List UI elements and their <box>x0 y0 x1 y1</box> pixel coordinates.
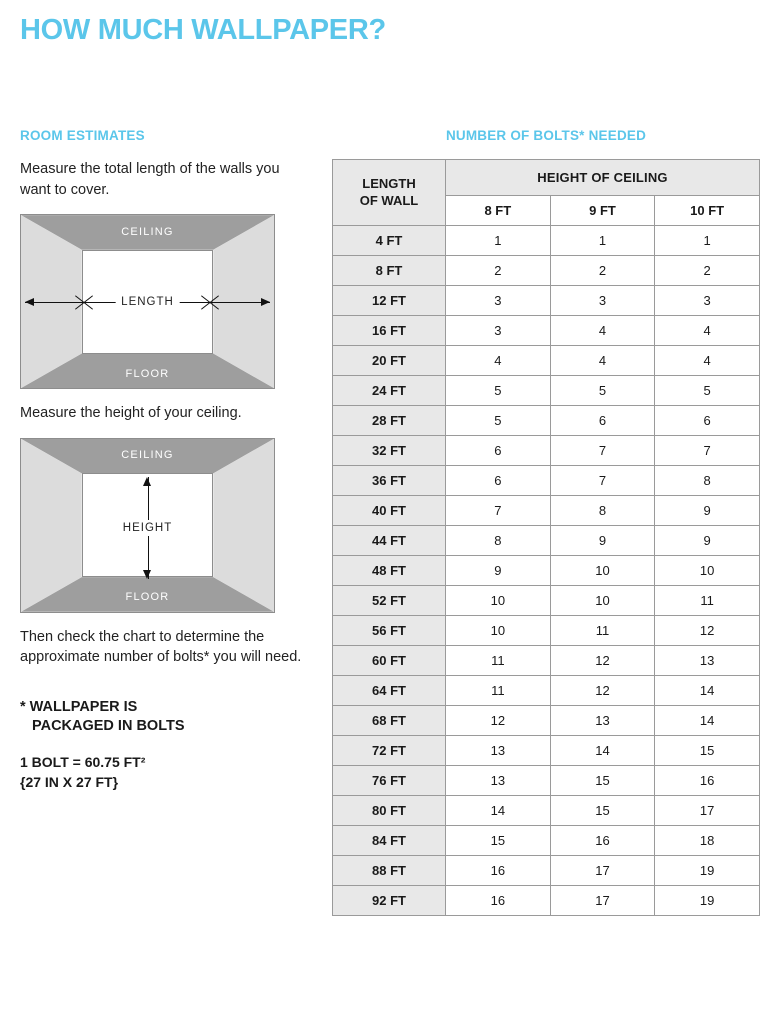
bolts-count-cell: 13 <box>655 646 760 676</box>
bolts-count-cell: 8 <box>446 526 551 556</box>
bolts-count-cell: 10 <box>550 586 655 616</box>
height-label: HEIGHT <box>117 520 178 536</box>
ceiling-label: CEILING <box>121 449 174 462</box>
table-header-row-1 <box>333 160 760 196</box>
wall-length-cell: 88 FT <box>333 856 446 886</box>
wall-length-cell: 28 FT <box>333 406 446 436</box>
bolts-count-cell: 4 <box>446 346 551 376</box>
bolts-count-cell: 19 <box>655 856 760 886</box>
length-header-line-1: LENGTH <box>362 176 416 192</box>
instruction-paragraph-3: Then check the chart to determine the approximate number of bolts* you will need. <box>20 628 302 666</box>
bolts-count-cell: 11 <box>550 616 655 646</box>
bolts-count-cell: 6 <box>655 406 760 436</box>
wall-length-cell: 44 FT <box>333 526 446 556</box>
bolts-count-cell: 8 <box>550 496 655 526</box>
bolts-count-cell: 5 <box>655 376 760 406</box>
bolts-count-cell: 13 <box>446 736 551 766</box>
wall-length-cell: 48 FT <box>333 556 446 586</box>
table-row <box>333 676 760 706</box>
bolts-count-cell: 17 <box>550 856 655 886</box>
wall-length-cell: 72 FT <box>333 736 446 766</box>
table-row <box>333 556 760 586</box>
table-row <box>333 256 760 286</box>
wall-length-cell: 84 FT <box>333 826 446 856</box>
bolts-count-cell: 2 <box>550 256 655 286</box>
bolts-count-cell: 19 <box>655 886 760 916</box>
bolts-count-cell: 2 <box>655 256 760 286</box>
bolts-count-cell: 12 <box>655 616 760 646</box>
table-row <box>333 376 760 406</box>
bolts-count-cell: 11 <box>446 676 551 706</box>
table-row <box>333 886 760 916</box>
instruction-paragraph-1: Measure the total length of the walls you want to cover. <box>20 161 280 198</box>
table-row <box>333 436 760 466</box>
table-row <box>333 466 760 496</box>
wall-length-cell: 56 FT <box>333 616 446 646</box>
bolts-count-cell: 3 <box>655 286 760 316</box>
bolts-count-cell: 10 <box>446 586 551 616</box>
bolts-table-heading: NUMBER OF BOLTS* NEEDED <box>445 128 647 143</box>
bolt-size-note <box>20 753 310 792</box>
bolts-count-cell: 11 <box>446 646 551 676</box>
wall-length-cell: 92 FT <box>333 886 446 916</box>
table-row <box>333 736 760 766</box>
bolts-count-cell: 2 <box>446 256 551 286</box>
wall-length-cell: 52 FT <box>333 586 446 616</box>
bolts-count-cell: 3 <box>446 316 551 346</box>
bolts-count-cell: 10 <box>446 616 551 646</box>
table-row <box>333 286 760 316</box>
length-left-marker-icon <box>73 291 95 313</box>
bolts-count-cell: 5 <box>446 406 551 436</box>
bolts-count-cell: 12 <box>446 706 551 736</box>
bolts-count-cell: 14 <box>446 796 551 826</box>
bolts-count-cell: 1 <box>446 226 551 256</box>
ceiling-label: CEILING <box>121 225 174 238</box>
bolts-count-cell: 13 <box>550 706 655 736</box>
bolts-count-cell: 15 <box>550 796 655 826</box>
bolts-count-cell: 16 <box>446 886 551 916</box>
bolts-count-cell: 12 <box>550 646 655 676</box>
table-row <box>333 706 760 736</box>
wall-length-cell: 20 FT <box>333 346 446 376</box>
bolts-count-cell: 6 <box>446 466 551 496</box>
wall-length-cell: 32 FT <box>333 436 446 466</box>
bolt-dimensions-line: {27 IN X 27 FT} <box>20 773 119 790</box>
bolts-count-cell: 9 <box>655 496 760 526</box>
bolts-count-cell: 7 <box>446 496 551 526</box>
bolts-count-cell: 4 <box>550 316 655 346</box>
ceiling-height-column-header: 9 FT <box>550 196 655 226</box>
bolts-count-cell: 7 <box>550 466 655 496</box>
length-header-line-2: OF WALL <box>359 192 419 208</box>
footnote-line-1: * WALLPAPER IS <box>20 698 138 715</box>
bolts-count-cell: 6 <box>446 436 551 466</box>
table-row <box>333 346 760 376</box>
bolts-count-cell: 16 <box>655 766 760 796</box>
bolts-count-cell: 4 <box>655 346 760 376</box>
bolts-count-cell: 12 <box>550 676 655 706</box>
wall-length-cell: 36 FT <box>333 466 446 496</box>
bolts-count-cell: 4 <box>655 316 760 346</box>
bolts-count-cell: 18 <box>655 826 760 856</box>
bolt-area-line: 1 BOLT = 60.75 FT² <box>20 754 146 771</box>
table-row <box>333 766 760 796</box>
length-of-wall-header <box>333 160 446 226</box>
room-length-diagram <box>20 214 275 389</box>
table-row <box>333 406 760 436</box>
floor-label: FLOOR <box>125 591 170 604</box>
table-row <box>333 856 760 886</box>
table-row <box>333 226 760 256</box>
ceiling-height-column-header: 10 FT <box>655 196 760 226</box>
table-row <box>333 616 760 646</box>
bolts-count-cell: 15 <box>550 766 655 796</box>
length-label: LENGTH <box>115 296 180 308</box>
table-row <box>333 526 760 556</box>
table-row <box>333 586 760 616</box>
bolts-count-cell: 5 <box>446 376 551 406</box>
bolts-count-cell: 10 <box>655 556 760 586</box>
bolts-count-cell: 15 <box>446 826 551 856</box>
bolts-count-cell: 11 <box>655 586 760 616</box>
instruction-paragraph-2: Measure the height of your ceiling. <box>20 405 242 422</box>
wall-length-cell: 16 FT <box>333 316 446 346</box>
wall-length-cell: 68 FT <box>333 706 446 736</box>
floor-label: FLOOR <box>125 367 170 380</box>
bolts-table <box>332 159 760 916</box>
wall-length-cell: 76 FT <box>333 766 446 796</box>
wall-length-cell: 60 FT <box>333 646 446 676</box>
bolts-count-cell: 8 <box>655 466 760 496</box>
bolts-count-cell: 14 <box>655 706 760 736</box>
bolts-count-cell: 17 <box>550 886 655 916</box>
page-title: HOW MUCH WALLPAPER? <box>20 14 386 46</box>
room-estimates-column <box>20 128 310 792</box>
length-right-marker-icon <box>199 291 221 313</box>
table-row <box>333 796 760 826</box>
wall-length-cell: 12 FT <box>333 286 446 316</box>
wall-length-cell: 24 FT <box>333 376 446 406</box>
bolts-table-header <box>333 160 760 226</box>
bolts-table-body <box>333 226 760 916</box>
room-estimates-heading: ROOM ESTIMATES <box>20 128 145 143</box>
table-row <box>333 646 760 676</box>
bolts-count-cell: 5 <box>550 376 655 406</box>
table-row <box>333 826 760 856</box>
wall-length-cell: 4 FT <box>333 226 446 256</box>
wall-length-cell: 8 FT <box>333 256 446 286</box>
bolts-count-cell: 16 <box>550 826 655 856</box>
bolts-count-cell: 9 <box>655 526 760 556</box>
bolts-count-cell: 1 <box>655 226 760 256</box>
bolts-count-cell: 14 <box>550 736 655 766</box>
bolts-count-cell: 9 <box>550 526 655 556</box>
bolts-count-cell: 13 <box>446 766 551 796</box>
height-of-ceiling-header: HEIGHT OF CEILING <box>446 160 760 196</box>
bolts-table-column <box>332 128 760 916</box>
bolts-count-cell: 3 <box>446 286 551 316</box>
bolts-count-cell: 7 <box>655 436 760 466</box>
bolts-count-cell: 1 <box>550 226 655 256</box>
bolts-count-cell: 4 <box>550 346 655 376</box>
bolts-count-cell: 16 <box>446 856 551 886</box>
ceiling-height-column-header: 8 FT <box>446 196 551 226</box>
bolts-count-cell: 10 <box>550 556 655 586</box>
footnote-line-2: PACKAGED IN BOLTS <box>32 718 185 735</box>
wall-length-cell: 64 FT <box>333 676 446 706</box>
bolts-count-cell: 3 <box>550 286 655 316</box>
room-height-diagram <box>20 438 275 613</box>
bolts-count-cell: 7 <box>550 436 655 466</box>
bolts-count-cell: 14 <box>655 676 760 706</box>
bolts-count-cell: 15 <box>655 736 760 766</box>
wall-length-cell: 80 FT <box>333 796 446 826</box>
table-row <box>333 316 760 346</box>
table-row <box>333 496 760 526</box>
bolts-count-cell: 6 <box>550 406 655 436</box>
wall-length-cell: 40 FT <box>333 496 446 526</box>
bolts-count-cell: 9 <box>446 556 551 586</box>
bolts-count-cell: 17 <box>655 796 760 826</box>
wallpaper-footnote <box>20 698 310 737</box>
